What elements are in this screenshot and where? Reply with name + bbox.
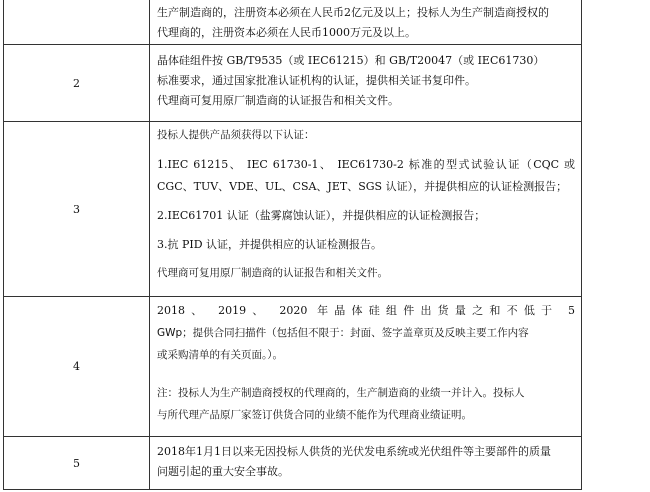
row-text-line: GWp；提供合同扫描件（包括但不限于：封面、签字盖章页及反映主要工作内容 (157, 327, 529, 339)
row-text-line: 问题引起的重大安全事故。 (157, 465, 289, 478)
row-text-line: 生产制造商的，注册资本必须在人民币2亿元及以上；投标人为生产制造商授权的 (157, 6, 549, 19)
row-text-line: 或采购清单的有关页面。）。 (157, 349, 283, 361)
table-row (3, 122, 582, 297)
row-number-cell: 3 (4, 122, 150, 296)
row-content-cell (150, 437, 581, 489)
row-text-line: 2.IEC61701 认证（盐雾腐蚀认证），并提供相应的认证检测报告； (157, 209, 486, 222)
row-text-line: 代理商的，注册资本必须在人民币1000万元及以上。 (157, 26, 416, 39)
row-text-line: 代理商可复用原厂制造商的认证报告和相关文件。 (157, 267, 388, 279)
table-row (3, 45, 582, 122)
row-content-cell (150, 122, 581, 296)
row-text-line: 3.抗 PID 认证，并提供相应的认证检测报告。 (157, 238, 383, 251)
table-row (3, 297, 582, 437)
row-text-line: 2018、 2019、 2020 年晶体硅组件出货量之和不低于 5 (157, 304, 575, 317)
row-text-line: 晶体硅组件按 GB/T9535（或 IEC61215）和 GB/T20047（或 IEC61730） (157, 54, 545, 67)
table-row (3, 0, 582, 45)
row-text-line: CGC、TUV、VDE、UL、CSA、JET、SGS 认证），并提供相应的认证检测报告； (157, 180, 568, 193)
row-content-cell (150, 0, 581, 44)
row-text-line: 与所代理产品原厂家签订供货合同的业绩不能作为代理商业绩证明。 (157, 409, 472, 421)
table-row (3, 437, 582, 490)
row-text-line: 2018年1月1日以来无因投标人供货的光伏发电系统或光伏组件等主要部件的质量 (157, 445, 551, 458)
row-text-line: 标准要求，通过国家批准认证机构的认证，提供相关证书复印件。 (157, 74, 476, 87)
row-text-line: 投标人提供产品须获得以下认证： (157, 129, 315, 141)
row-number-cell: 4 (4, 297, 150, 436)
row-text-line: 代理商可复用原厂制造商的认证报告和相关文件。 (157, 94, 399, 107)
row-number-cell: 2 (4, 45, 150, 121)
row-content-cell (150, 297, 581, 436)
qualification-table (3, 0, 582, 492)
row-text-line: 注：投标人为生产制造商授权的代理商的，生产制造商的业绩一并计入。投标人 (157, 387, 525, 399)
row-text-line: 1.IEC 61215、 IEC 61730-1、 IEC61730-2 标准的型式试验认证（CQC 或 (157, 158, 575, 171)
row-number-cell (4, 0, 150, 44)
row-content-cell (150, 45, 581, 121)
row-number-cell: 5 (4, 437, 150, 489)
